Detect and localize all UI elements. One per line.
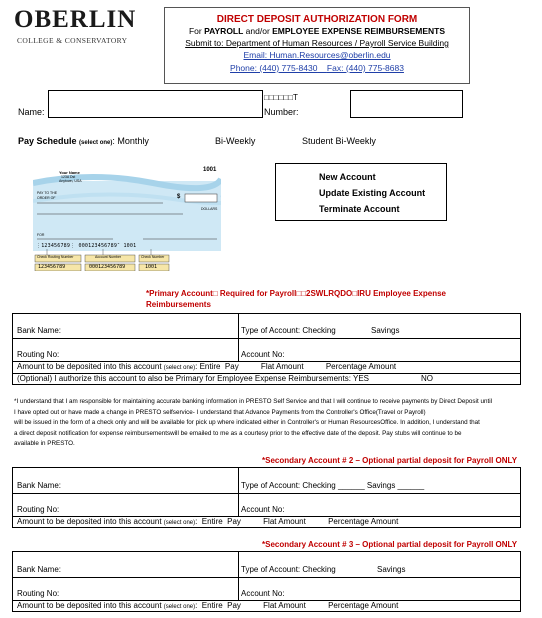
name-label: Name: <box>18 107 45 117</box>
subtitle-employee-expense: EMPLOYEE EXPENSE REIMBURSEMENTS <box>272 26 446 36</box>
secondary3-amount-select-note: (select one) <box>163 604 196 610</box>
primary-amount-prefix: Amount to be deposited into this account <box>17 362 164 371</box>
primary-optional-authorization[interactable]: (Optional) I authorize this account to also be Primary for Employee Expense Reimbursements: YES <box>17 374 370 383</box>
secondary3-bank-name-label: Bank Name: <box>17 565 62 574</box>
primary-heading-line2: Reimbursements <box>146 300 211 309</box>
primary-optional-no[interactable]: NO <box>421 374 433 383</box>
secondary3-amount-row <box>17 601 398 610</box>
form-header <box>164 7 470 84</box>
secondary2-routing-label: Routing No: <box>17 505 60 514</box>
primary-routing-label: Routing No: <box>17 350 60 359</box>
subtitle-prefix: For <box>188 26 205 36</box>
disclaimer-line: *I understand that I am responsible for maintaining accurate banking information in PRESTO Self Service and that I will continue to receive payments by Direct Deposit until <box>14 398 492 405</box>
name-field[interactable] <box>48 90 263 118</box>
primary-account-table <box>12 313 521 385</box>
pay-option-student-biweekly[interactable]: Student Bi-Weekly <box>302 136 376 146</box>
pay-option-monthly[interactable]: Monthly <box>117 136 149 146</box>
primary-heading-line1: *Primary Account□ Required for Payroll□□2SWLRQDO□IRU Employee Expense <box>146 289 446 298</box>
check-number-top: 1001 <box>203 167 217 173</box>
check-dollar-sign: $ <box>177 194 181 200</box>
check-micr-line: ⋮123456789⋮ 000123456789″ 1001 <box>36 243 137 249</box>
primary-amount-row <box>17 362 396 371</box>
secondary2-bank-name-label: Bank Name: <box>17 481 62 490</box>
phone-fax <box>165 62 469 74</box>
primary-account-label: Account No: <box>241 350 285 359</box>
secondary3-account-table <box>12 551 521 612</box>
secondary3-type-of-account: Type of Account: Checking <box>241 565 336 574</box>
check-account-value: 000123456789 <box>89 264 126 270</box>
id-label-top: □□□□□□T <box>264 93 298 102</box>
secondary2-heading: *Secondary Account # 2 – Optional partial deposit for Payroll ONLY <box>262 456 518 465</box>
submit-to: Submit to: Department of Human Resources / Payroll Service Building <box>185 38 449 48</box>
secondary3-routing-label: Routing No: <box>17 589 60 598</box>
disclaimer-line: a direct deposit notification for expense reimbursementswill be emailed to me as a courtesy prior to the effective date of the deposit. Pay stubs will continue to be <box>14 429 462 437</box>
phone-number: Phone: (440) 775-8430 <box>230 63 318 73</box>
form-subtitle <box>165 25 469 37</box>
form-title: DIRECT DEPOSIT AUTHORIZATION FORM <box>216 14 418 25</box>
terminate-account-option[interactable]: Terminate Account <box>319 204 400 214</box>
update-account-option[interactable]: Update Existing Account <box>319 188 426 198</box>
secondary2-account-table <box>12 467 521 528</box>
pay-schedule-title: Pay Schedule <box>18 136 77 146</box>
pay-schedule-label <box>18 136 149 146</box>
primary-type-of-account: Type of Account: Checking <box>241 326 336 335</box>
check-order-of: ORDER OF <box>37 196 56 200</box>
sample-check-image <box>33 161 221 271</box>
check-for: FOR <box>37 233 45 237</box>
fax-number: Fax: (440) 775-8683 <box>326 63 404 73</box>
check-name: Your Name <box>59 170 80 175</box>
secondary2-amount-select-note: (select one) <box>163 520 196 526</box>
disclaimer-line: I have opted out or have made a change in PRESTO selfservice- I understand that Advance Payments from the Controller's Office(Travel or Payroll) <box>14 408 426 416</box>
new-account-option[interactable]: New Account <box>319 172 376 182</box>
disclaimer-line: will be issued in the form of a check only and will be available for pick up where indicated either in Controller's or Human ResourcesOffice. In addition, I understand that <box>14 419 480 426</box>
check-address2: Anytown, USA <box>59 179 82 183</box>
pay-schedule-colon: : <box>112 136 118 146</box>
check-address1: 123A Dst <box>61 175 76 179</box>
secondary3-amount-prefix: Amount to be deposited into this account <box>17 601 164 610</box>
primary-amount-options[interactable]: : Entire Pay Flat Amount Percentage Amount <box>195 362 397 371</box>
pay-schedule-select-note: (select one) <box>79 140 113 146</box>
check-number-value: 1001 <box>145 264 158 270</box>
subtitle-payroll: PAYROLL <box>204 26 244 36</box>
disclaimer-line: available in PRESTO. <box>14 440 75 447</box>
secondary2-amount-prefix: Amount to be deposited into this account <box>17 517 164 526</box>
check-account-label: Account Number <box>95 255 122 259</box>
secondary2-type-of-account: Type of Account: Checking ______ Savings ______ <box>241 481 425 490</box>
check-number-label: Check Number <box>141 255 165 259</box>
secondary3-account-label: Account No: <box>241 589 285 598</box>
primary-amount-select-note: (select one) <box>163 365 196 371</box>
check-routing-value: 123456789 <box>38 264 66 270</box>
check-dollars: DOLLARS <box>201 207 218 211</box>
secondary2-amount-row <box>17 517 398 526</box>
secondary2-amount-options[interactable]: : Entire Pay Flat Amount Percentage Amount <box>195 517 399 526</box>
secondary3-amount-options[interactable]: : Entire Pay Flat Amount Percentage Amount <box>195 601 399 610</box>
secondary2-account-label: Account No: <box>241 505 285 514</box>
pay-option-biweekly[interactable]: Bi-Weekly <box>215 136 256 146</box>
id-number-label: Number: <box>264 107 299 117</box>
oberlin-logo: OBERLIN <box>14 6 137 33</box>
check-pay-to: PAY TO THE <box>37 191 58 195</box>
secondary3-savings-option[interactable]: Savings <box>377 565 406 574</box>
account-action-box <box>275 163 447 221</box>
primary-bank-name-label: Bank Name: <box>17 326 62 335</box>
id-number-field[interactable] <box>350 90 463 118</box>
subtitle-mid: and/or <box>243 26 273 36</box>
oberlin-logo-tagline: COLLEGE & CONSERVATORY <box>17 36 128 45</box>
disclaimer-text <box>14 397 532 450</box>
primary-savings-option[interactable]: Savings <box>371 326 400 335</box>
secondary3-heading: *Secondary Account # 3 – Optional partial deposit for Payroll ONLY <box>262 540 518 549</box>
check-routing-label: Check Routing Number <box>37 255 74 259</box>
email-link[interactable]: Email: Human.Resources@oberlin.edu <box>243 50 391 60</box>
